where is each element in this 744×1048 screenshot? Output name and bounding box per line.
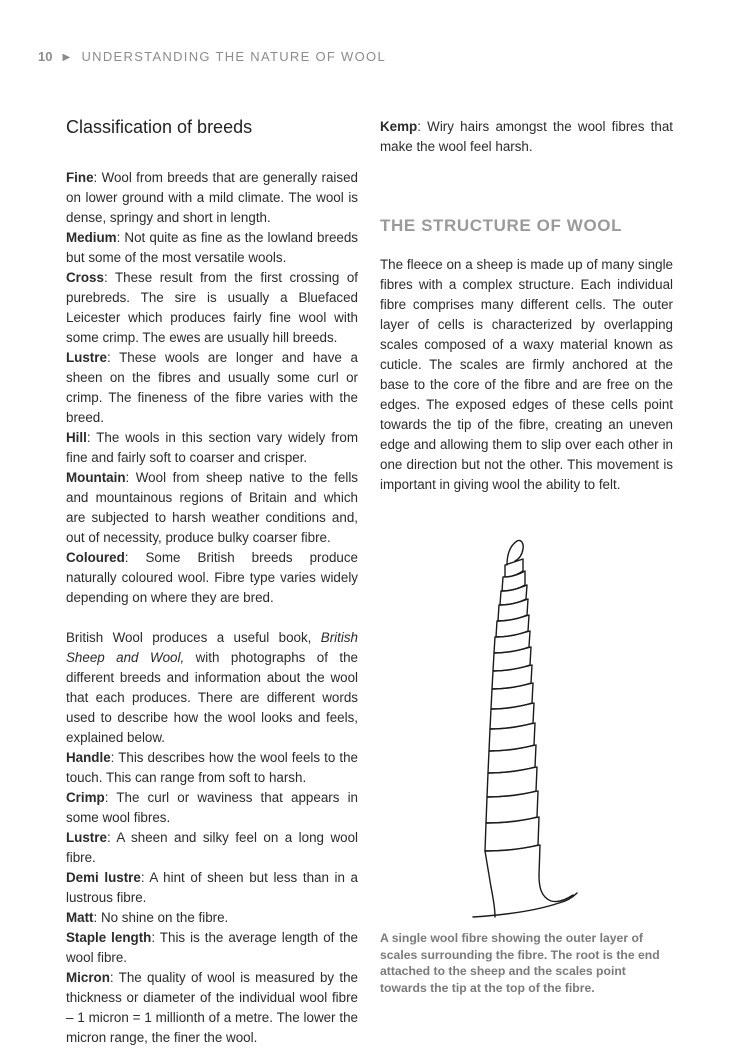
term-description: : A sheen and silky feel on a long wool fibre. [66,830,358,865]
term-label: Kemp [380,119,418,134]
breed-entry-hill [66,428,358,468]
running-title: UNDERSTANDING THE NATURE OF WOOL [81,49,386,64]
book-title: British Sheep and Wool, [66,630,358,665]
spacer [380,237,673,255]
breed-entry-fine [66,168,358,228]
fibre-outline [473,540,577,917]
term-entry-micron [66,968,358,1048]
breed-entry-coloured [66,548,358,608]
breed-description: : The wools in this section vary widely from fine and fairly soft to coarser and crisper. [66,430,358,465]
structure-body-text: The fleece on a sheep is made up of many single fibres with a complex structure. Each individual fibre comprises many different cells. The outer layer of cells is characterized by overlapping scales composed of a waxy material known as cuticle. The scales are firmly anchored at the base to the core of the fibre and are free on the edges. The exposed edges of these cells point towards the tip of the fibre, creating an uneven edge and allowing them to slip over each other in one direction but not the other. This movement is important in giving wool the ability to felt. [380,257,673,492]
page-number: 10 [38,49,53,64]
term-entry-handle [66,748,358,788]
breed-term: Fine [66,170,94,185]
spacer [380,157,673,215]
left-column [66,116,358,1048]
breed-term: Cross [66,270,104,285]
breed-entry-mountain [66,468,358,548]
intro-text-after: with photographs of the different breeds and information about the wool that each produces. There are different words used to describe how the wool looks and feels, explained below. [66,650,359,745]
term-label: Matt [66,910,94,925]
intro-text-before: British Wool produces a useful book, [66,630,321,645]
term-entry-lustre [66,828,358,868]
term-label: Staple length [66,930,152,945]
breed-description: : Wool from sheep native to the fells and mountainous regions of Britain and which are subjected to harsh weather conditions and, out of necessity, produce bulky coarser fibre. [66,470,358,545]
section-heading-classification: Classification of breeds [66,117,253,137]
term-entry-staple-length [66,928,358,968]
breed-description: : Some British breeds produce naturally coloured wool. Fibre type varies widely depending on where they are bred. [66,550,358,605]
right-column [380,117,673,495]
breed-description: : Not quite as fine as the lowland breeds but some of the most versatile wools. [66,230,358,265]
term-label: Demi lustre [66,870,141,885]
term-label: Crimp [66,790,105,805]
section-heading-structure: THE STRUCTURE OF WOOL [380,216,623,235]
breed-list [66,168,358,608]
breed-term: Medium [66,230,117,245]
term-label: Lustre [66,830,107,845]
breed-entry-medium [66,228,358,268]
breed-description: : These result from the first crossing of purebreds. The sire is usually a Bluefaced Leicester which produces fairly fine wool with some crimp. The ewes are usually hill breeds. [66,270,358,345]
term-entry-demi-lustre [66,868,358,908]
wool-terms-list [66,748,358,1048]
term-entry-kemp [380,117,673,157]
paragraph-gap [66,608,358,628]
british-wool-intro [66,628,358,748]
term-description: : The curl or waviness that appears in some wool fibres. [66,790,358,825]
term-entry-crimp [66,788,358,828]
term-description: : This describes how the wool feels to the touch. This can range from soft to harsh. [66,750,358,785]
term-description: : This is the average length of the wool fibre. [66,930,358,965]
term-description: : Wiry hairs amongst the wool fibres that make the wool feel harsh. [380,119,673,154]
fibre-root-base [473,893,577,917]
breed-term: Mountain [66,470,126,485]
term-label: Handle [66,750,111,765]
term-label: Micron [66,970,110,985]
breed-description: : Wool from breeds that are generally raised on lower ground with a mild climate. The wool is dense, springy and short in length. [66,170,358,225]
breed-term: Coloured [66,550,125,565]
wool-fibre-illustration [455,525,605,920]
fibre-root-right [539,875,573,902]
breed-entry-lustre [66,348,358,428]
term-description: : A hint of sheen but less than in a lustrous fibre. [66,870,358,905]
figure-caption: A single wool fibre showing the outer layer of scales surrounding the fibre. The root is the end attached to the sheep and the scales point towards the tip at the top of the fibre. [380,931,660,995]
term-description: : No shine on the fibre. [93,910,229,925]
fibre-root-left [491,887,495,917]
running-head [38,49,386,64]
breed-description: : These wools are longer and have a sheen on the fibres and usually some curl or crimp. The fineness of the fibre varies with the breed. [66,350,358,425]
triangle-right-icon: ▶ [62,52,72,63]
term-description: : The quality of wool is measured by the thickness or diameter of the individual wool fibre – 1 micron = 1 millionth of a metre. The lower the micron range, the finer the wool. [66,970,358,1045]
breed-entry-cross [66,268,358,348]
breed-term: Lustre [66,350,107,365]
term-entry-matt [66,908,358,928]
breed-term: Hill [66,430,87,445]
